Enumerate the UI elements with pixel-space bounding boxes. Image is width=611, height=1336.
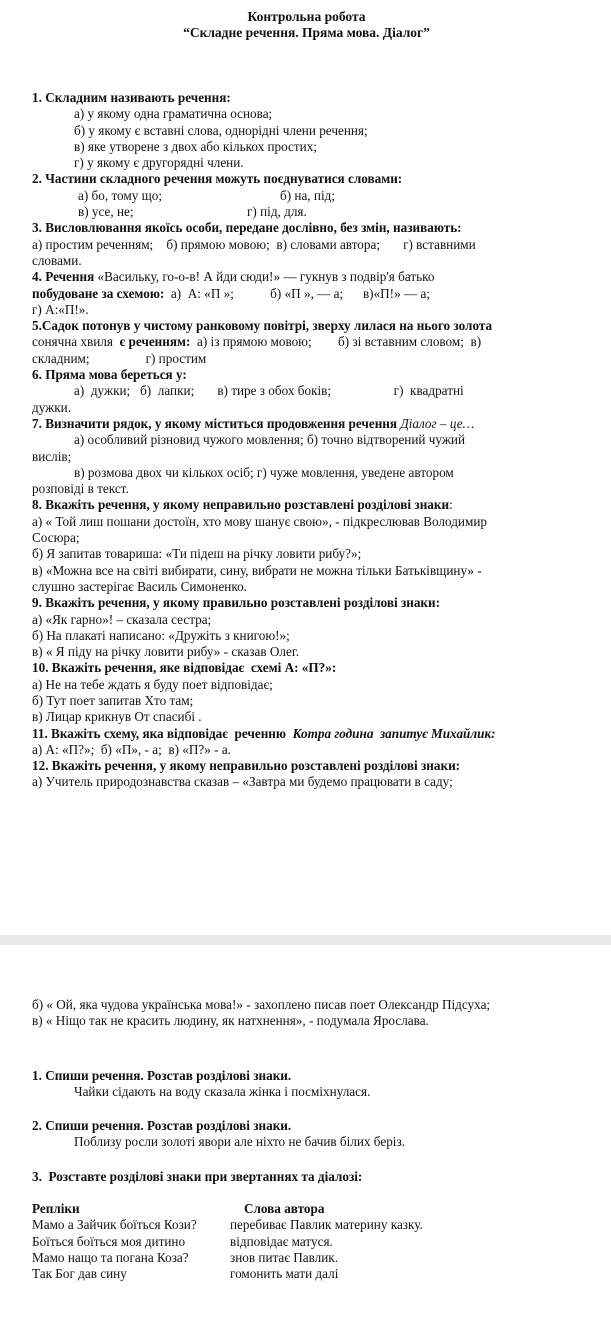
- question-text: 12. Вкажіть речення, у якому неправильно розставлені розділові знаки:: [32, 758, 461, 774]
- question-text: 9. Вкажіть речення, у якому правильно розставлені розділові знаки:: [32, 595, 441, 611]
- question-text: 8. Вкажіть речення, у якому неправильно розставлені розділові знаки: [32, 497, 450, 513]
- option-c-cont: слушно застерігає Василь Симоненко.: [32, 578, 247, 594]
- option-b: б) на, під;: [280, 187, 335, 203]
- question-4: [32, 269, 581, 318]
- table-row-left: Мамо а Зайчик боїться Кози?: [32, 1217, 197, 1233]
- option-b: б) « Ой, яка чудова українська мова!» - захоплено писав поет Олександр Підсуха;: [32, 997, 491, 1012]
- option-c: в) Лицар крикнув От спасибі .: [32, 709, 202, 725]
- table-row-right: перебиває Павлик материну казку.: [230, 1217, 423, 1233]
- option-c: в) яке утворене з двох або кількох простих;: [74, 138, 317, 154]
- option-a: а) у якому одна граматична основа;: [74, 106, 273, 122]
- column-header-left: Репліки: [32, 1201, 80, 1217]
- question-sentence-end: сонячна хвиля: [32, 334, 120, 350]
- task-title: 3. Розставте розділові знаки при звертаннях та діалозі:: [32, 1168, 363, 1184]
- option-b: б) Тут поет запитав Хто там;: [32, 692, 194, 708]
- option-d: г) А:«П!».: [32, 301, 89, 317]
- question-12-cont: [32, 997, 581, 1030]
- question-label: 4. Речення: [32, 269, 95, 285]
- task-1: [32, 1068, 581, 1101]
- page-separator: [0, 935, 611, 945]
- page-subtitle: “Складне речення. Пряма мова. Діалог”: [183, 25, 430, 40]
- options-line: а) особливий різновид чужого мовлення; б) точно відтворений чужий: [74, 432, 466, 448]
- options-line: а) дужки; б) лапки; в) тире з обох боків; г) квадратні: [74, 383, 464, 399]
- question-italic: Діалог – це…: [400, 415, 475, 431]
- option-a: а) Не на тебе ждать я буду поет відповідає;: [32, 676, 273, 692]
- question-10: [32, 660, 581, 725]
- options-line: а) простим реченням; б) прямою мовою; в) словами автора; г) вставними: [32, 236, 476, 252]
- task-text: Чайки сідають на воду сказала жінка і посміхнулася.: [74, 1083, 371, 1099]
- task-text: Поблизу росли золоті явори але ніхто не бачив білих беріз.: [74, 1134, 405, 1150]
- question-8: [32, 497, 581, 595]
- options-line-4: розповіді в текст.: [32, 481, 129, 497]
- question-italic: Котра година запитує Михайлик:: [292, 725, 496, 741]
- options-line: а) А: «П?»; б) «П», - а; в) «П?» - а.: [32, 741, 231, 757]
- question-colon: :: [449, 497, 453, 513]
- option-a: а) «Як гарно»! – сказала сестра;: [32, 611, 212, 627]
- table-row-right: відповідає матуся.: [230, 1233, 333, 1249]
- option-a: а) « Той лиш пошани достоїн, хто мову шанує свою», - підкреслював Володимир: [32, 513, 487, 529]
- question-text: побудоване за схемою:: [32, 285, 165, 301]
- task-2: [32, 1118, 581, 1151]
- option-b: б) у якому є вставні слова, однорідні члени речення;: [74, 122, 368, 138]
- options-line-2: вислів;: [32, 448, 72, 464]
- question-text: 6. Пряма мова береться у:: [32, 367, 187, 383]
- options-line-2: складним; г) простим: [32, 350, 207, 366]
- options-line-2: словами.: [32, 252, 82, 268]
- option-b: б) На плакаті написано: «Дружіть з книгою!»;: [32, 627, 290, 643]
- task-3: [32, 1169, 581, 1283]
- question-1: [32, 90, 581, 171]
- question-3: [32, 220, 581, 269]
- table-row-left: Так Бог дав сину: [32, 1266, 127, 1282]
- column-header-right: Слова автора: [244, 1201, 325, 1217]
- option-d: г) у якому є другорядні члени.: [74, 155, 244, 171]
- question-12: [32, 758, 581, 791]
- table-row-right: знов питає Павлик.: [230, 1249, 339, 1265]
- option-a: а) Учитель природознавства сказав – «Завтра ми будемо працювати в саду;: [32, 774, 453, 790]
- question-5: [32, 318, 581, 367]
- option-d: г) під, для.: [247, 204, 307, 220]
- question-text: 10. Вкажіть речення, яке відповідає схемі А: «П?»:: [32, 660, 337, 676]
- option-c: в) усе, не;: [78, 204, 134, 220]
- option-c: в) «Можна все на світі вибирати, сину, вибрати не можна тільки Батьківщину» -: [32, 562, 482, 578]
- question-9: [32, 595, 581, 660]
- question-text: є реченням:: [119, 334, 191, 350]
- question-7: [32, 416, 581, 497]
- question-text: 7. Визначити рядок, у якому міститься продовження речення: [32, 415, 401, 431]
- table-row-left: Мамо нащо та погана Коза?: [32, 1249, 189, 1265]
- task-title: 2. Спиши речення. Розстав розділові знаки.: [32, 1118, 292, 1134]
- options-line-2: дужки.: [32, 399, 72, 415]
- page-2: [0, 945, 611, 1336]
- options-line: а) із прямою мовою; б) зі вставним словом; в): [190, 334, 482, 350]
- page-title: Контрольна робота: [247, 9, 366, 24]
- question-text: 1. Складним називають речення:: [32, 90, 231, 105]
- option-a-cont: Сосюра;: [32, 530, 80, 546]
- option-c: в) « Ніщо так не красить людину, як натхнення», - подумала Ярослава.: [32, 1013, 429, 1029]
- option-a: а) бо, тому що;: [78, 187, 163, 203]
- question-6: [32, 367, 581, 416]
- question-text: 3. Висловлювання якоїсь особи, передане дослівно, без змін, називають:: [32, 220, 462, 236]
- options-line: а) А: «П »; б) «П », — а; в)«П!» — а;: [164, 285, 430, 301]
- option-c: в) « Я піду на річку ловити рибу» - сказав Олег.: [32, 644, 300, 660]
- question-text: 2. Частини складного речення можуть поєднуватися словами:: [32, 171, 403, 187]
- question-2: [32, 171, 581, 220]
- question-text: 11. Вкажіть схему, яка відповідає реченню: [32, 725, 293, 741]
- question-sentence: 5.Садок потонув у чистому ранковому повітрі, зверху лилася на нього золота: [32, 318, 493, 334]
- task-title: 1. Спиши речення. Розстав розділові знаки.: [32, 1067, 292, 1083]
- dialog-table: [32, 1201, 581, 1282]
- question-sentence: «Васильку, го-о-в! А йди сюди!» — гукнув з подвір'я батько: [94, 269, 435, 285]
- table-row-right: гомонить мати далі: [230, 1266, 339, 1282]
- table-row-left: Боїться боїться моя дитино: [32, 1233, 186, 1249]
- question-11: [32, 726, 581, 759]
- options-line-3: в) розмова двох чи кількох осіб; г) чуже мовлення, уведене автором: [74, 464, 454, 480]
- option-b: б) Я запитав товариша: «Ти підеш на річку ловити рибу?»;: [32, 546, 362, 562]
